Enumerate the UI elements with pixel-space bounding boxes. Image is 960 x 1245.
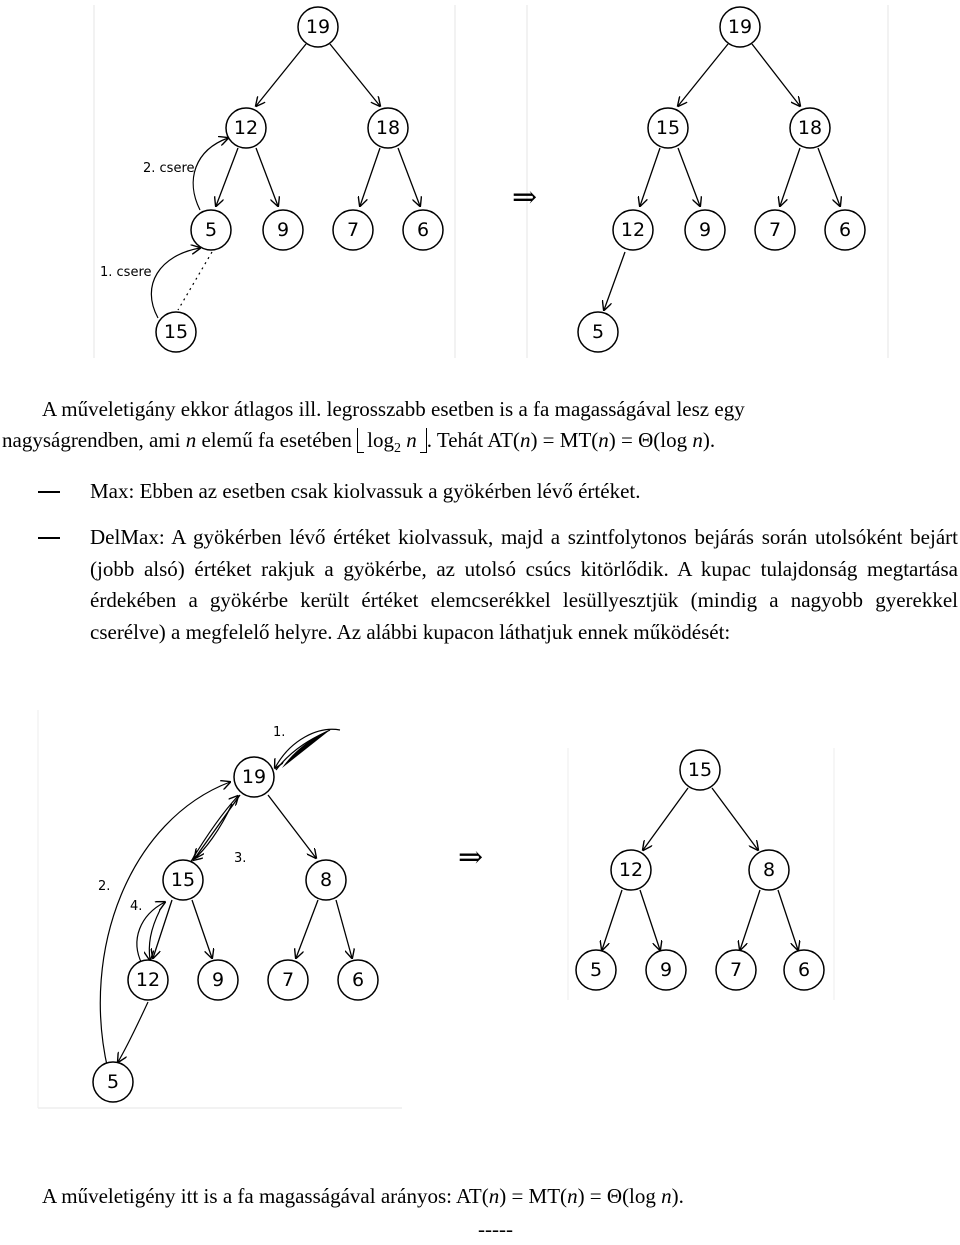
figure-insert-heap — [0, 0, 960, 370]
tree2-right-node: 15 — [687, 759, 713, 781]
tree1-left-node: 19 — [305, 16, 331, 38]
tree2-left-node: 12 — [135, 969, 161, 991]
tree1-left-node: 15 — [163, 321, 189, 343]
tree1-left-node: 9 — [276, 219, 290, 241]
tree1-left-node: 7 — [346, 219, 360, 241]
tree1-right-edges — [604, 44, 840, 310]
tree1-right-node: 12 — [620, 219, 646, 241]
closing-sentence: A műveletigény itt is a fa magasságával arányos: AT(n) = MT(n) = Θ(log n). — [42, 1184, 684, 1208]
paragraph-line1: A műveletigány ekkor átlagos ill. legrosszabb esetben is a fa magasságával lesz egy — [42, 397, 745, 421]
tree1-right-node: 9 — [698, 219, 712, 241]
tree1-right-node: 6 — [838, 219, 852, 241]
implies-symbol: ⇒ — [458, 840, 484, 875]
bullet-dash — [38, 491, 60, 493]
annotation-step3: 3. — [234, 851, 247, 866]
swap1-arrow — [151, 248, 200, 318]
paragraph-line2: nagyságrendben, ami n elemű fa esetében $\log_2 n$ . Tehát AT(n) = MT(n) = Θ(log n). — [2, 428, 716, 457]
tree2-left-node: 8 — [319, 869, 333, 891]
tree2-right-node: 7 — [729, 959, 743, 981]
tree1-right-node: 15 — [655, 117, 681, 139]
implies-symbol: ⇒ — [512, 180, 538, 215]
annotation-swap2: 2. csere — [143, 161, 195, 176]
tree2-right-node: 12 — [618, 859, 644, 881]
tree2-left-node: 6 — [351, 969, 365, 991]
tree2-right-node: 8 — [762, 859, 776, 881]
tree1-left-node: 12 — [233, 117, 259, 139]
tree2-left-node: 19 — [241, 766, 267, 788]
tree2-left-node: 15 — [170, 869, 196, 891]
bullet-dash — [38, 537, 60, 539]
annotation-step1: 1. — [273, 725, 286, 740]
tree2-left-node: 7 — [281, 969, 295, 991]
tree1-left-node: 6 — [416, 219, 430, 241]
bullet-delmax: DelMax: A gyökérben lévő értéket kiolvassuk, majd a szintfolytonos bejárás során utolsóként bejárt (jobb alsó) értéket rakjuk a gyökérbe, az utolsó csúcs kitörlődik. A kupac tulajdonság megtartása érdekében a gyökérbe került értéket elemcserékkel lesüllyesztjük (mindig a nagyobb gyerekkel cserélve) a megfelelő helyre. Az alábbi kupacon láthatjuk ennek működését: — [90, 525, 958, 644]
tree1-left-node: 18 — [375, 117, 401, 139]
annotation-swap1: 1. csere — [100, 265, 152, 280]
figure-delmax-heap — [0, 700, 960, 1120]
tree1-right-node: 7 — [768, 219, 782, 241]
swap2-arrow — [193, 138, 228, 210]
tree2-left-node: 5 — [106, 1071, 120, 1093]
move-last-to-root-arrow — [100, 782, 230, 1070]
end-mark: ----- — [478, 1217, 513, 1241]
tree1-right-node: 19 — [727, 16, 753, 38]
tree1-left-node: 5 — [204, 219, 218, 241]
annotation-step2: 2. — [98, 879, 111, 894]
tree1-right-node: 5 — [591, 321, 605, 343]
tree2-right-node: 9 — [659, 959, 673, 981]
bullet-max: Max: Ebben az esetben csak kiolvassuk a gyökérben lévő értéket. — [90, 479, 641, 503]
annotation-step4: 4. — [130, 899, 143, 914]
tree2-right-node: 6 — [797, 959, 811, 981]
tree2-right-node: 5 — [589, 959, 603, 981]
tree2-left-node: 9 — [211, 969, 225, 991]
tree1-right-node: 18 — [797, 117, 823, 139]
